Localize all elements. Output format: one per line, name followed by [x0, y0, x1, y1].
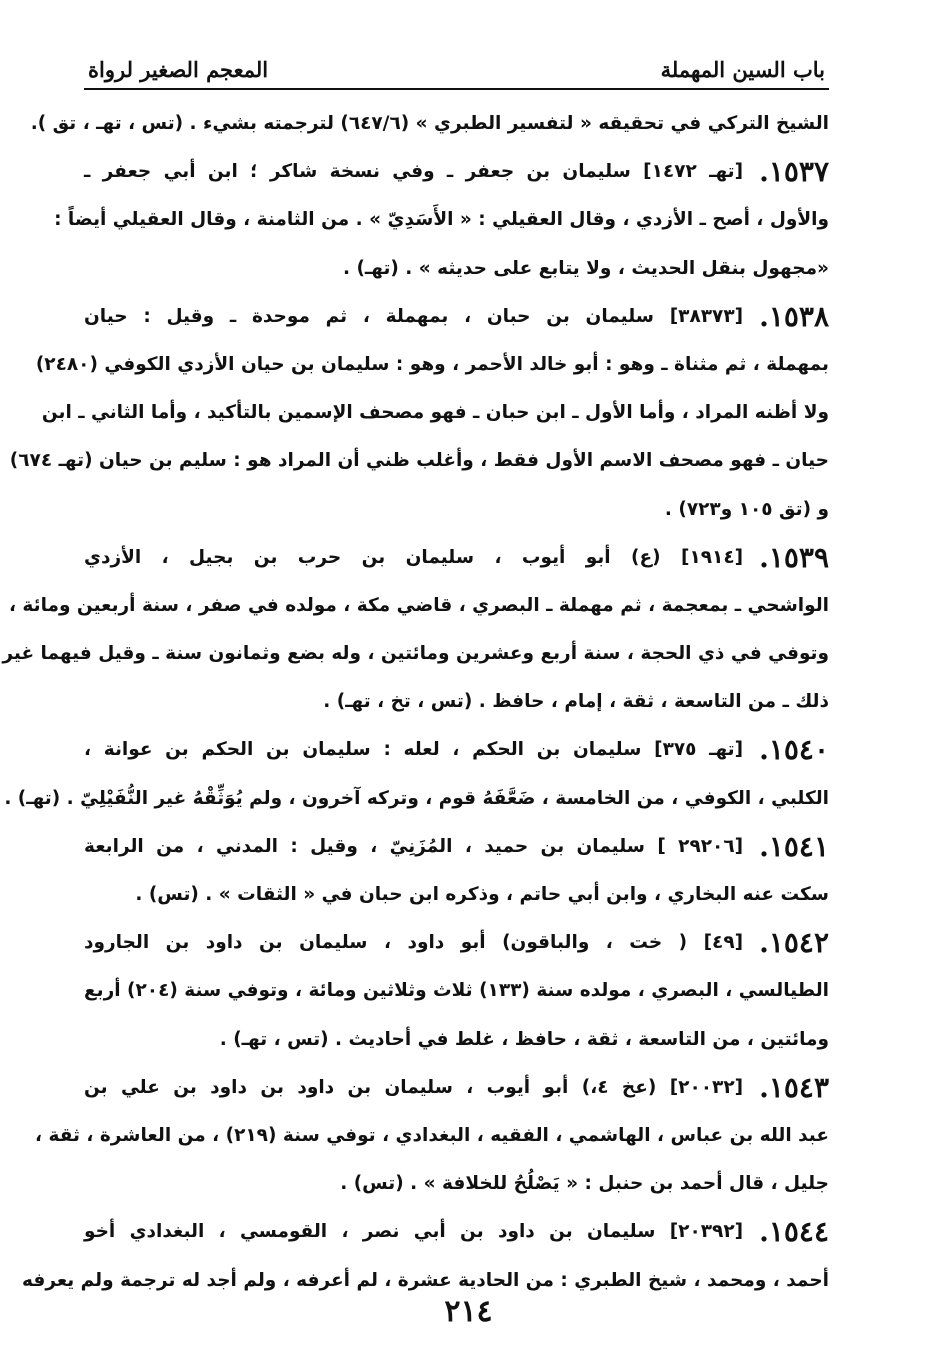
- entry-number: ١٥٤٢.: [759, 926, 829, 960]
- entry-text: [٢٩٢٠٦ ] سليمان بن حميد ، المُزَنِيّ ، وقيل : المدني ، من الرابعة: [84, 835, 744, 857]
- entry-1543-first-line: [84, 1064, 829, 1112]
- entry-1542-first-line: [84, 919, 829, 967]
- entry-text: [تهـ ٣٧٥] سليمان بن الحكم ، لعله : سليمان بن الحكم بن عوانة ،: [84, 739, 744, 761]
- entry-1539-first-line: [84, 534, 829, 582]
- entry-number: ١٥٣٧.: [759, 155, 829, 189]
- header-chapter-title: باب السين المهملة: [660, 57, 825, 82]
- entry-line: والأول ، أصح ـ الأزدي ، وقال العقيلي : « الأَسَدِيّ » . من الثامنة ، وقال العقيلي أيضاً :: [54, 209, 829, 231]
- intro-line: الشيخ التركي في تحقيقه « لتفسير الطبري » (٦٤٧/٦) لترجمته بشيء . (تس ، تهـ ، تق ).: [30, 113, 829, 134]
- entry-1544-first-line: [84, 1208, 829, 1256]
- entry-line: وتوفي في ذي الحجة ، سنة أربع وعشرين ومائتين ، وله بضع وثمانون سنة ـ وقيل فيهما غير: [2, 643, 829, 665]
- entry-line: بمهملة ، ثم مثناة ـ وهو : أبو خالد الأحمر ، وهو : سليمان بن حيان الأزدي الكوفي (٢٤٨٠): [35, 353, 829, 375]
- entry-line: أحمد ، ومحمد ، شيخ الطبري : من الحادية عشرة ، لم أعرفه ، ولم أجد له ترجمة ولم يعرفه: [22, 1269, 829, 1291]
- entry-line: «مجهول بنقل الحديث ، ولا يتابع على حديثه » . (تهـ) .: [343, 257, 829, 279]
- header-book-title: المعجم الصغير لرواة: [88, 57, 269, 82]
- entry-number: ١٥٤١.: [759, 829, 829, 863]
- entry-line: الكلبي ، الكوفي ، من الخامسة ، ضَعَّفَهُ قوم ، وتركه آخرون ، ولم يُوَثِّقْهُ غير النُّفَيْلِيّ . (تهـ) .: [4, 787, 829, 809]
- entry-number: ١٥٣٨.: [759, 299, 829, 333]
- entry-line: و (تق ١٠٥ و٧٢٣) .: [664, 498, 829, 520]
- entry-text: [٣٨٣٧٣] سليمان بن حبان ، بمهملة ، ثم موحدة ـ وقيل : حيان: [84, 305, 744, 327]
- entry-line: الطيالسي ، البصري ، مولده سنة (١٣٣) ثلاث وثلاثين ومائة ، وتوفي سنة (٢٠٤) أربع: [84, 980, 829, 1002]
- entry-text: [١٩١٤] (ع) أبو أيوب ، سليمان بن حرب بن بجيل ، الأزدي: [84, 546, 744, 568]
- entry-line: الواشحي ـ بمعجمة ، ثم مهملة ـ البصري ، قاضي مكة ، مولده في صفر ، سنة أربعين ومائة ،: [8, 594, 829, 616]
- entry-line: ولا أظنه المراد ، وأما الأول ـ ابن حبان ـ فهو مصحف الإسمين بالتأكيد ، وأما الثاني ـ ابن: [41, 402, 829, 424]
- entry-line: جليل ، قال أحمد بن حنبل : « يَصْلُحُ للخلافة » . (تس) .: [340, 1173, 829, 1195]
- entry-number: ١٥٤٣.: [759, 1070, 829, 1104]
- entry-number: ١٥٤٤.: [759, 1215, 829, 1249]
- entry-text: [٢٠٠٣٢] (عخ ٤،) أبو أيوب ، سليمان بن داود بن داود بن علي بن: [84, 1076, 744, 1098]
- entry-1541-first-line: [84, 823, 829, 871]
- running-header: [84, 40, 829, 90]
- entry-text: [تهـ ١٤٧٢] سليمان بن جعفر ـ وفي نسخة شاكر ؛ ابن أبي جعفر ـ: [84, 161, 744, 183]
- entry-number: ١٥٣٩.: [759, 540, 829, 574]
- entry-line: حيان ـ فهو مصحف الاسم الأول فقط ، وأغلب ظني أن المراد هو : سليم بن حيان (تهـ ٦٧٤): [9, 450, 829, 472]
- entry-line: عبد الله بن عباس ، الهاشمي ، الفقيه ، البغدادي ، توفي سنة (٢١٩) ، من العاشرة ، ثقة ،: [35, 1124, 829, 1146]
- entry-line: سكت عنه البخاري ، وابن أبي حاتم ، وذكره ابن حبان في « الثقات » . (تس) .: [135, 884, 829, 905]
- entry-1537-first-line: [84, 148, 829, 196]
- entry-text: [٤٩] ( خت ، والباقون) أبو داود ، سليمان بن داود بن الجارود: [84, 932, 744, 954]
- page-number: ٢١٤: [444, 1294, 493, 1329]
- entry-1538-first-line: [84, 293, 829, 341]
- entry-line: ذلك ـ من التاسعة ، ثقة ، إمام ، حافظ . (تس ، تخ ، تهـ) .: [323, 691, 829, 713]
- entry-1540-first-line: [84, 726, 829, 774]
- entry-text: [٢٠٣٩٢] سليمان بن داود بن أبي نصر ، القومسي ، البغدادي أخو: [84, 1221, 744, 1243]
- entry-line: ومائتين ، من التاسعة ، ثقة ، حافظ ، غلط في أحاديث . (تس ، تهـ) .: [219, 1028, 829, 1050]
- page-body: [2, 100, 829, 1305]
- entry-number: ١٥٤٠.: [759, 733, 829, 767]
